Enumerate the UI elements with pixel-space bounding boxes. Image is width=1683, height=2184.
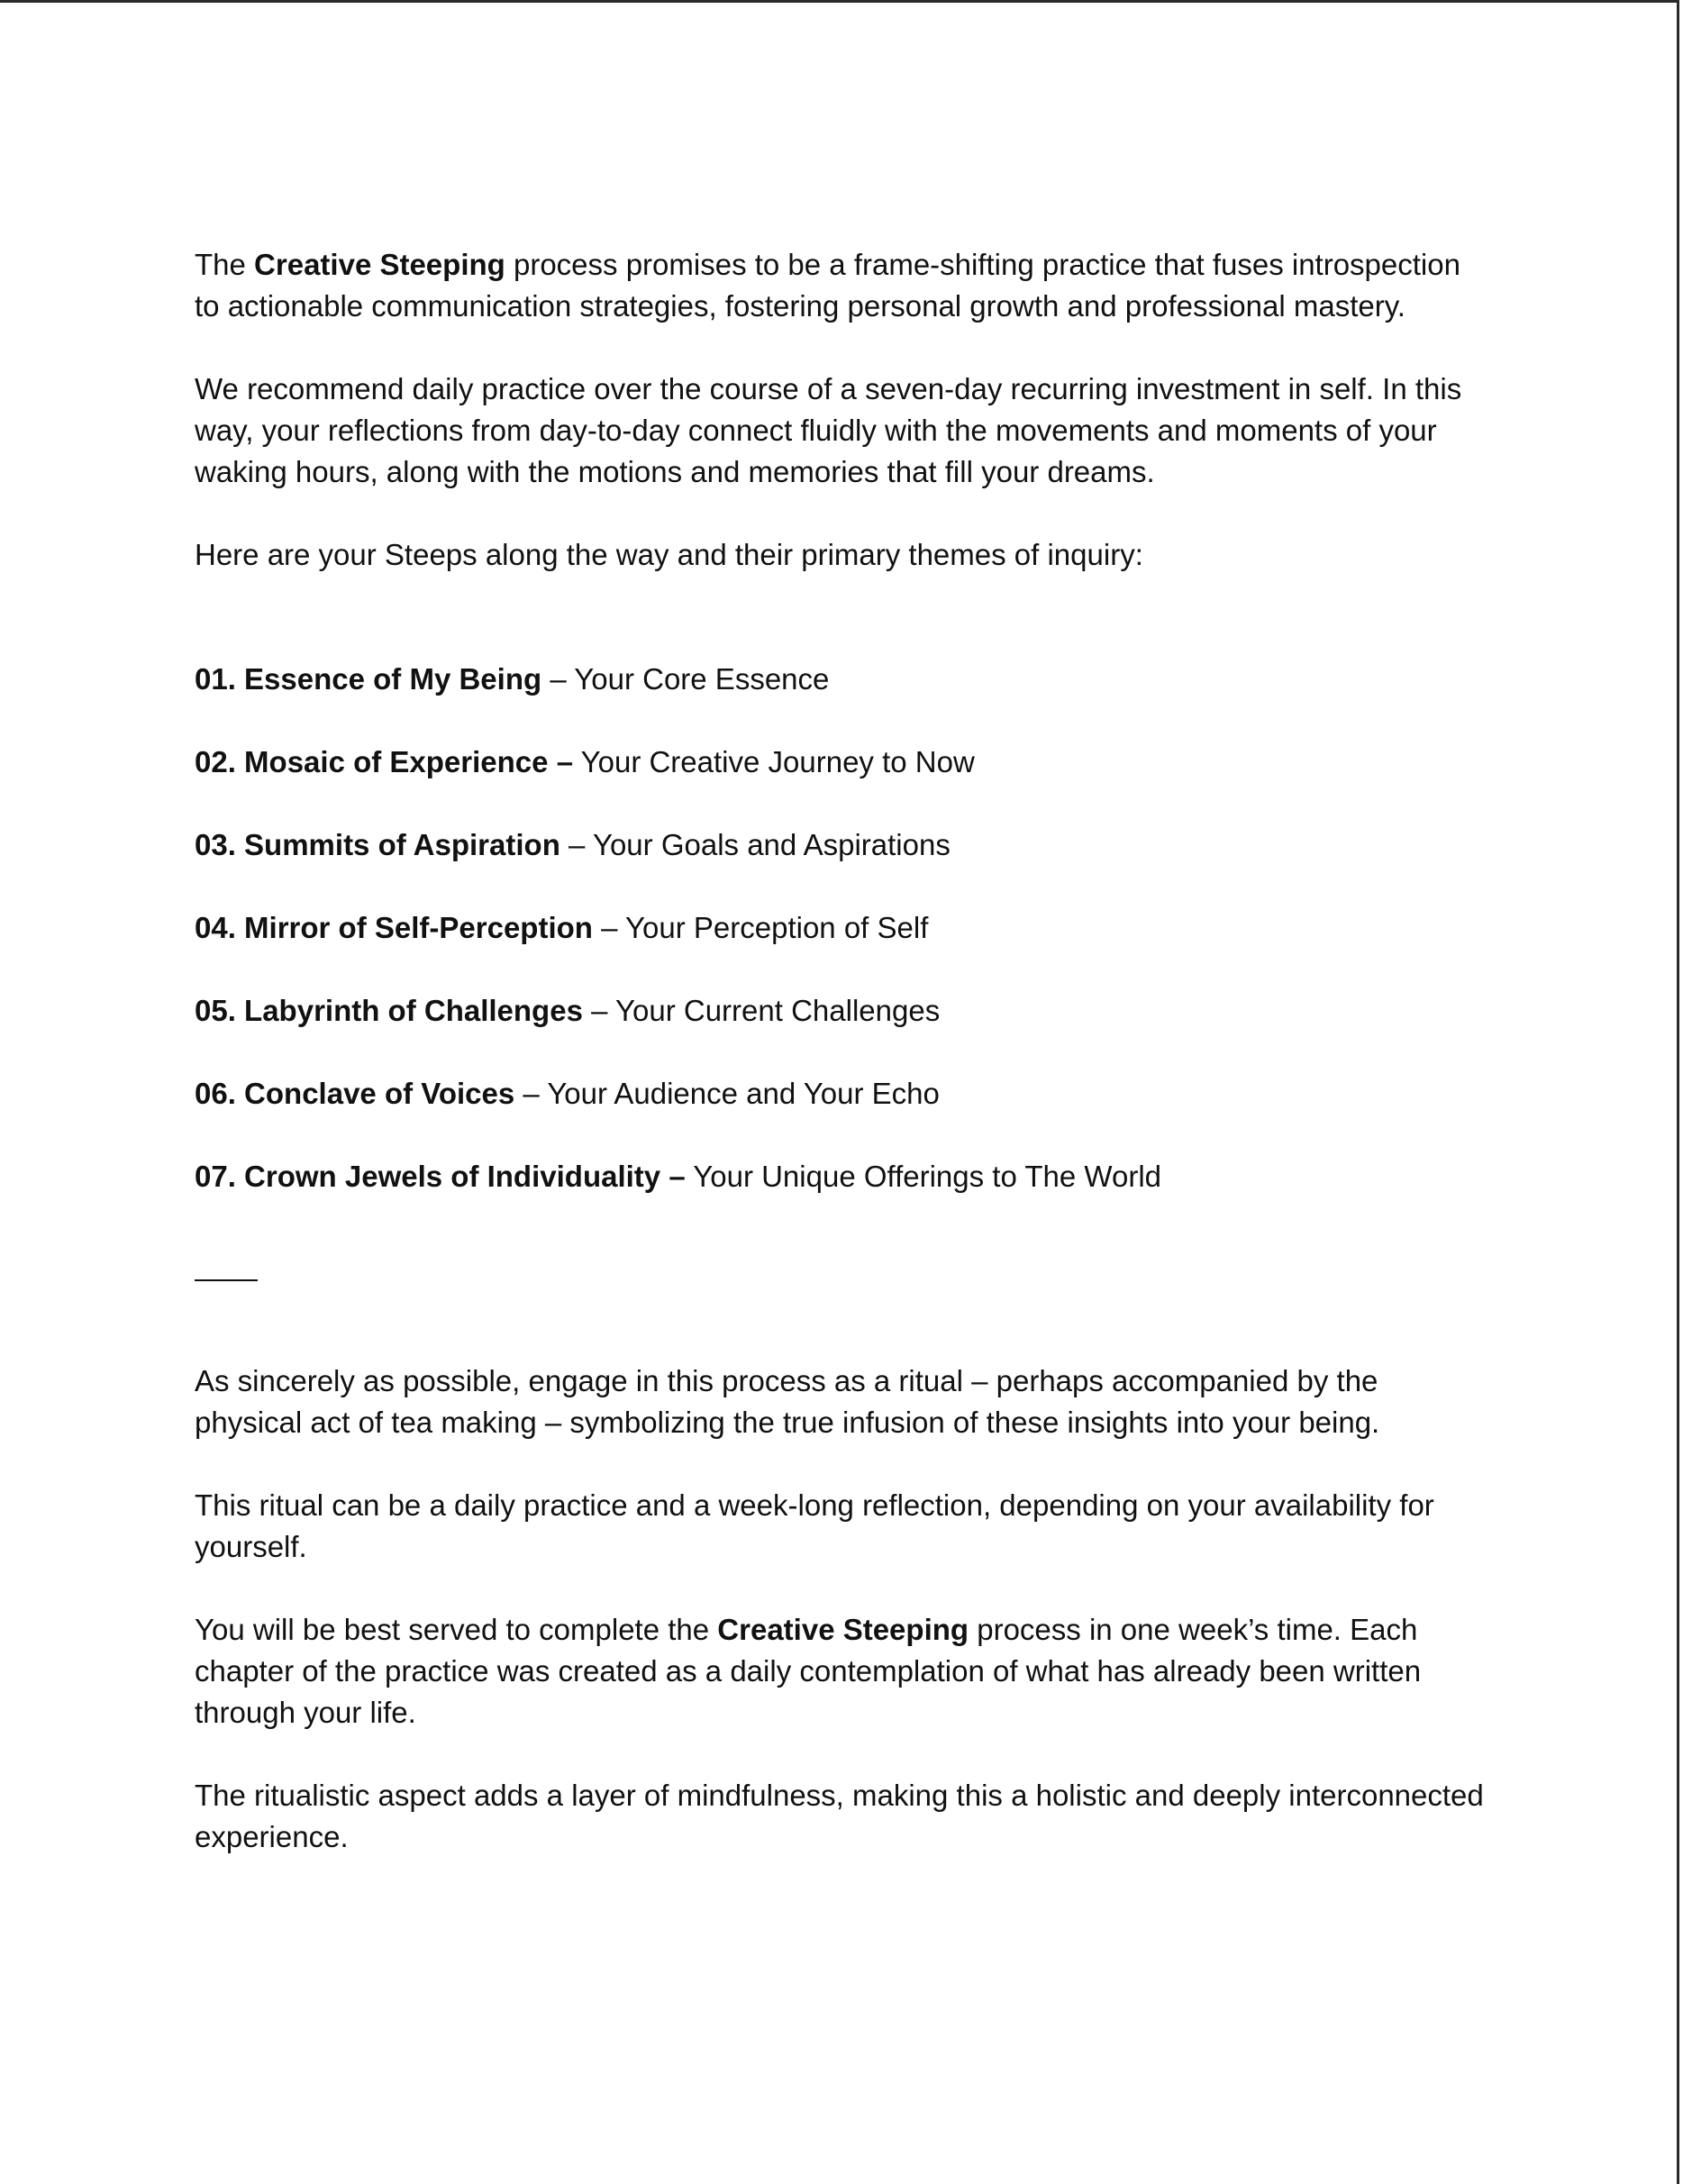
steeps-list [195, 659, 1492, 1197]
steep-heading [195, 994, 583, 1027]
steep-heading [195, 828, 560, 861]
timing-text-end: process in one week’s time. Each chapter of the practice was created as a daily contemplation of what has already been written through your life. [195, 1613, 1422, 1729]
ritual-paragraph: As sincerely as possible, engage in this process as a ritual – perhaps accompanied by the physical act of tea making – symbolizing the true infusion of these insights into your being. [195, 1364, 1380, 1439]
intro-text-start: The [195, 248, 255, 281]
program-name: Creative Steeping [717, 1613, 969, 1646]
timing-text-start: You will be best served to complete the [195, 1613, 718, 1646]
steep-dash: – [550, 662, 567, 696]
steep-heading [195, 662, 541, 696]
steep-heading [195, 1077, 514, 1110]
document-body [195, 244, 1492, 1858]
mindfulness-paragraph: The ritualistic aspect adds a layer of mindfulness, making this a holistic and deeply interconnected experience. [195, 1779, 1484, 1853]
steep-dash: – [556, 745, 574, 778]
steep-number: 06. [195, 1077, 236, 1110]
steep-theme: Your Current Challenges [615, 994, 941, 1027]
steep-title: Labyrinth of Challenges [244, 994, 583, 1027]
steep-title: Crown Jewels of Individuality [244, 1160, 661, 1193]
steep-theme: Your Audience and Your Echo [547, 1077, 940, 1110]
steep-number: 04. [195, 911, 236, 944]
steep-heading [195, 1160, 686, 1193]
steeps-intro-paragraph: Here are your Steeps along the way and their primary themes of inquiry: [195, 538, 1143, 571]
steep-item [195, 659, 1492, 700]
steep-title: Conclave of Voices [244, 1077, 515, 1110]
steep-heading [195, 745, 573, 778]
steep-number: 02. [195, 745, 236, 778]
steep-number: 03. [195, 828, 236, 861]
steep-theme: Your Core Essence [574, 662, 830, 696]
steep-item [195, 1073, 1492, 1115]
recommendation-paragraph: We recommend daily practice over the course of a seven-day recurring investment in self. In this way, your reflections from day-to-day connect fluidly with the movements and moments of your waking hours, along with the motions and memories that fill your dreams. [195, 372, 1462, 488]
steep-title: Summits of Aspiration [244, 828, 560, 861]
steep-item [195, 990, 1492, 1032]
steep-item [195, 824, 1492, 866]
steep-item [195, 742, 1492, 783]
steep-dash: – [669, 1160, 686, 1193]
steep-number: 07. [195, 1160, 236, 1193]
steep-heading [195, 911, 593, 944]
steep-dash: – [591, 994, 608, 1027]
steep-title: Mirror of Self-Perception [244, 911, 593, 944]
section-divider [195, 1279, 258, 1281]
steep-theme: Your Unique Offerings to The World [693, 1160, 1161, 1193]
steep-title: Mosaic of Experience [244, 745, 549, 778]
steep-dash: – [569, 828, 586, 861]
steep-dash: – [601, 911, 618, 944]
closing-section [195, 1360, 1492, 1858]
steep-number: 05. [195, 994, 236, 1027]
steep-number: 01. [195, 662, 236, 696]
steep-item [195, 1156, 1492, 1197]
intro-text-end: process promises to be a frame-shifting practice that fuses introspection to actionable communication strategies, fostering personal growth and professional mastery. [195, 248, 1460, 323]
timing-paragraph [195, 1609, 1492, 1734]
availability-paragraph: This ritual can be a daily practice and a week-long reflection, depending on your availability for yourself. [195, 1488, 1434, 1563]
steep-theme: Your Creative Journey to Now [580, 745, 975, 778]
steep-theme: Your Perception of Self [625, 911, 929, 944]
program-name: Creative Steeping [254, 248, 505, 281]
steep-dash: – [523, 1077, 540, 1110]
steep-title: Essence of My Being [244, 662, 542, 696]
steep-theme: Your Goals and Aspirations [592, 828, 951, 861]
steep-item [195, 907, 1492, 949]
intro-paragraph [195, 244, 1492, 327]
